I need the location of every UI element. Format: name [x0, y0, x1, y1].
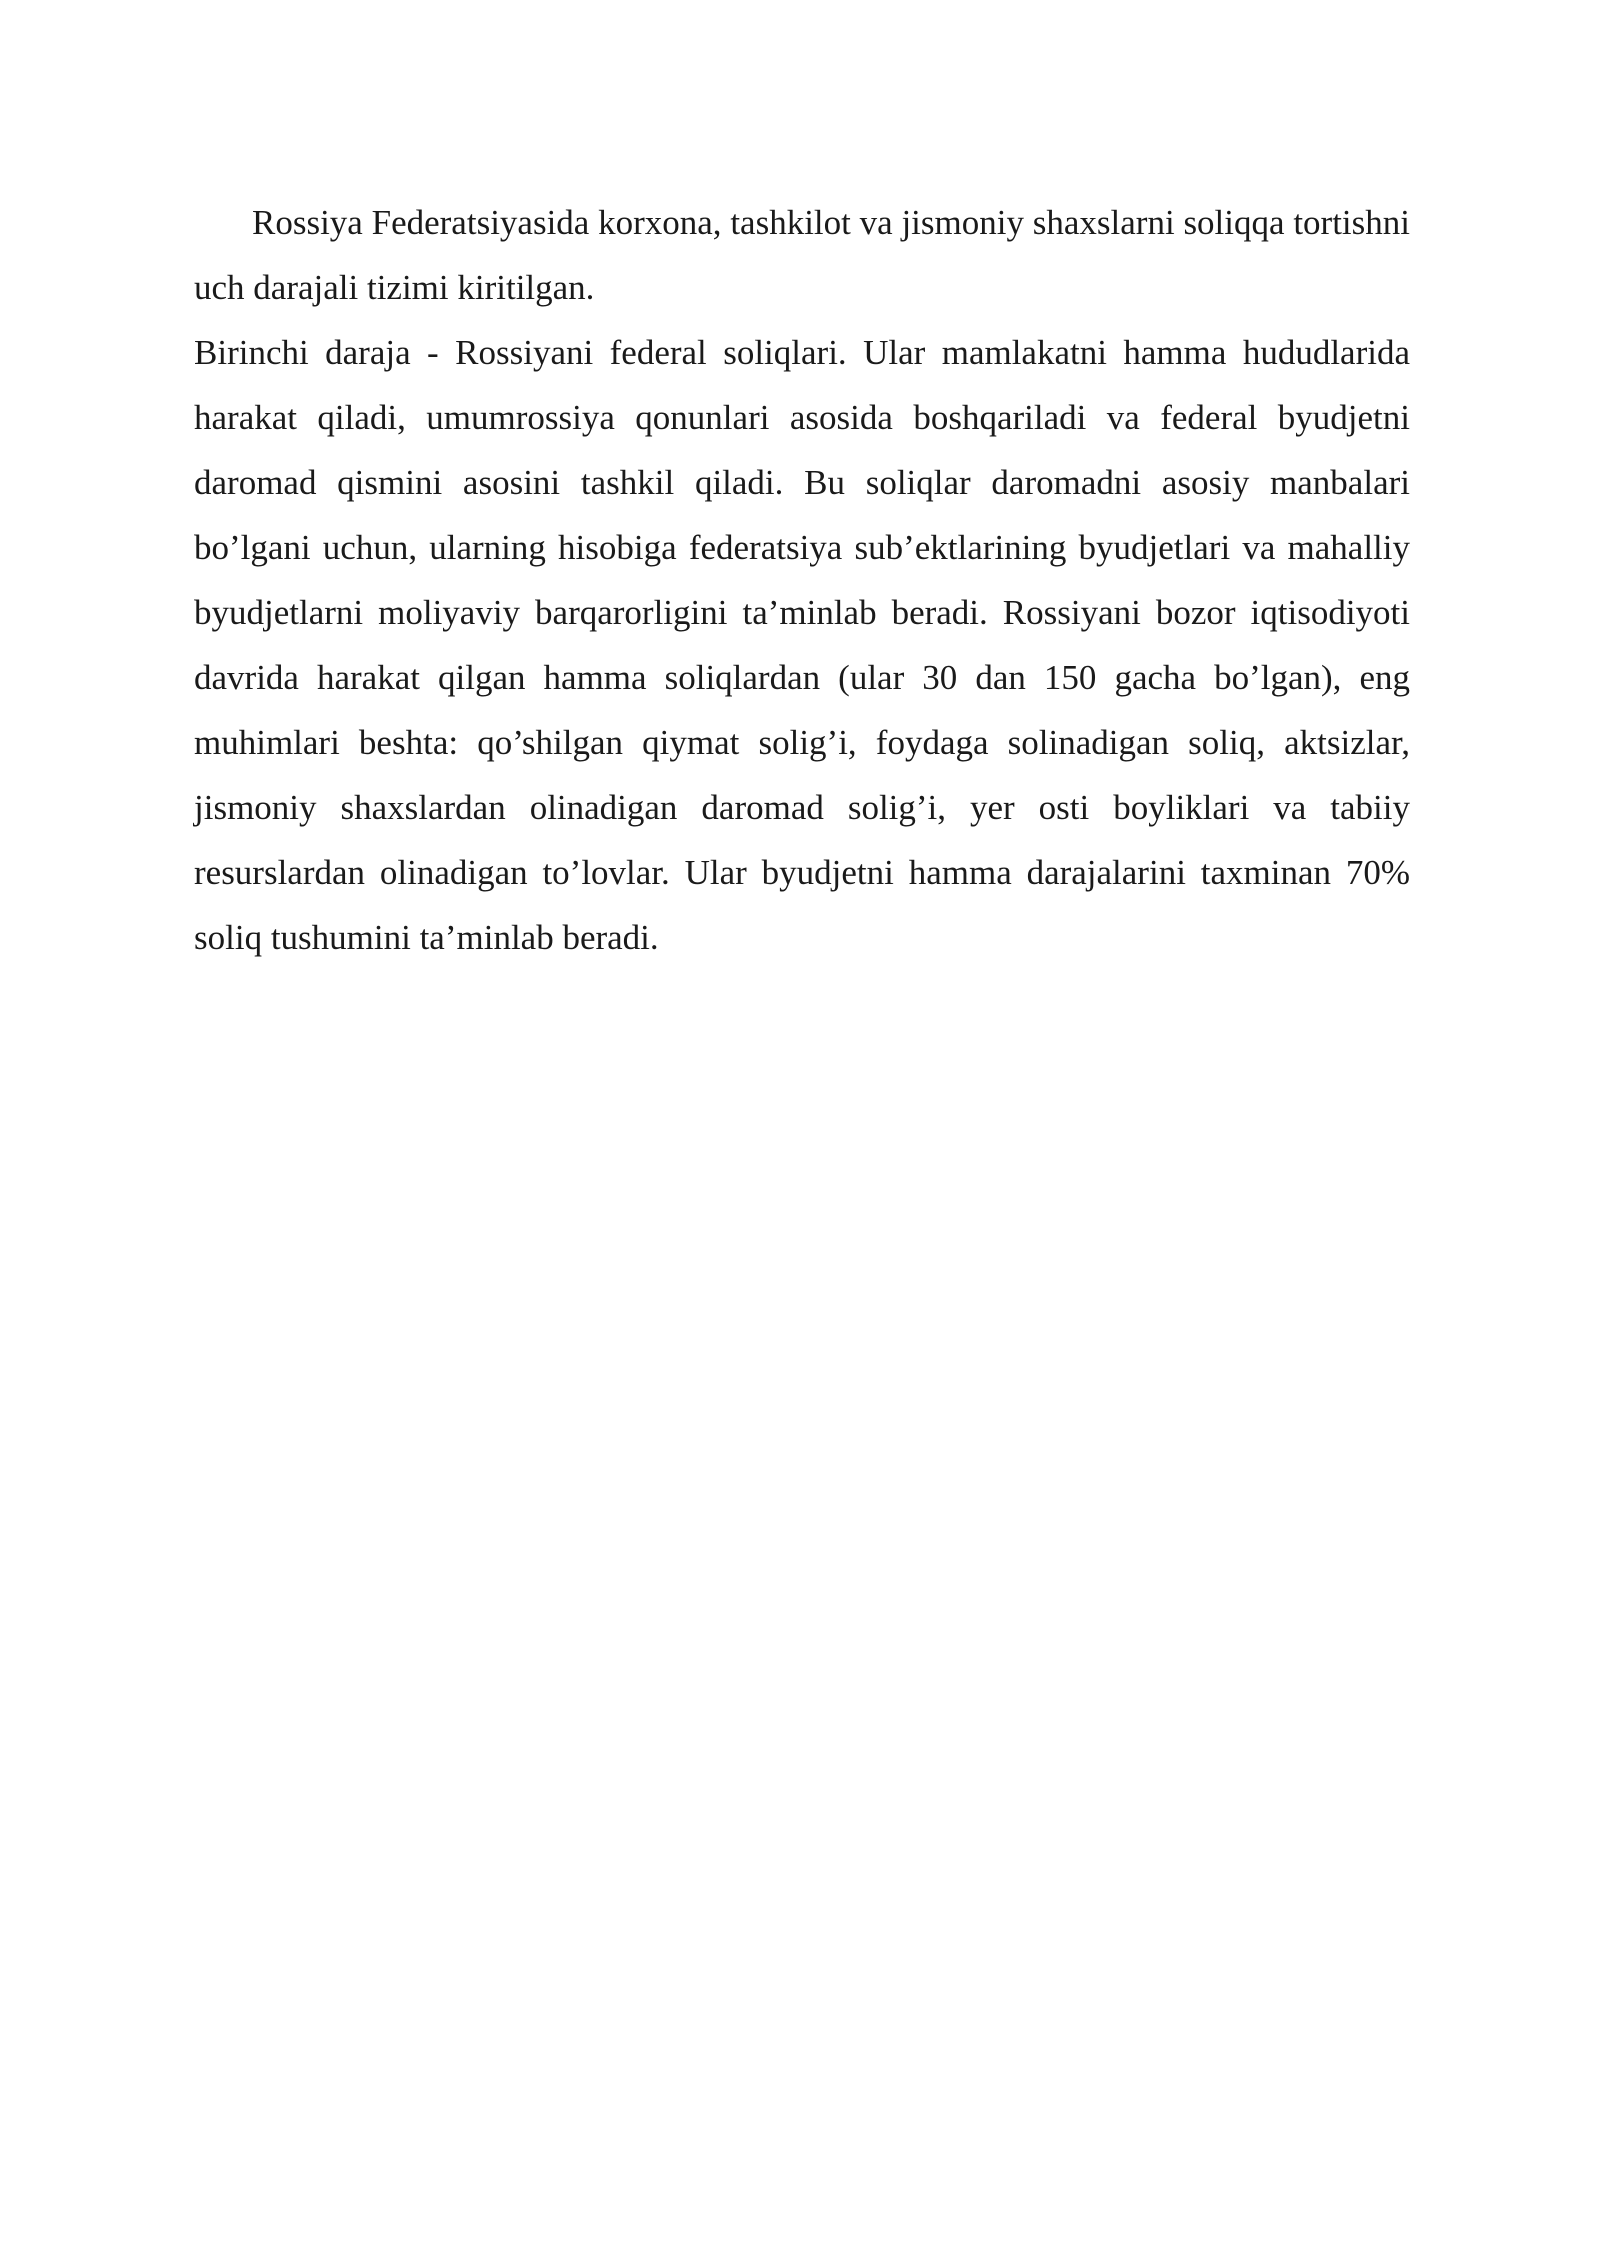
document-body — [194, 190, 1410, 970]
paragraph-first-level: Birinchi daraja - Rossiyani federal soliqlari. Ular mamlakatni hamma hududlarida harakat qiladi, umumrossiya qonunlari asosida boshqariladi va federal byudjetni daromad qismini asosini tashkil qiladi. Bu soliqlar daromadni asosiy manbalari bo’lgani uchun, ularning hisobiga federatsiya sub’ektlarining byudjetlari va mahalliy byudjetlarni moliyaviy barqarorligini ta’minlab beradi. Rossiyani bozor iqtisodiyoti davrida harakat qilgan hamma soliqlardan (ular 30 dan 150 gacha bo’lgan), eng muhimlari beshta: qo’shilgan qiymat solig’i, foydaga solinadigan soliq, aktsizlar, jismoniy shaxslardan olinadigan daromad solig’i, yer osti boyliklari va tabiiy resurslardan olinadigan to’lovlar. Ular byudjetni hamma darajalarini taxminan 70% soliq tushumini ta’minlab beradi. — [194, 333, 1410, 957]
paragraph-intro: Rossiya Federatsiyasida korxona, tashkilot va jismoniy shaxslarni soliqqa tortishni uch darajali tizimi kiritilgan. — [194, 203, 1410, 307]
